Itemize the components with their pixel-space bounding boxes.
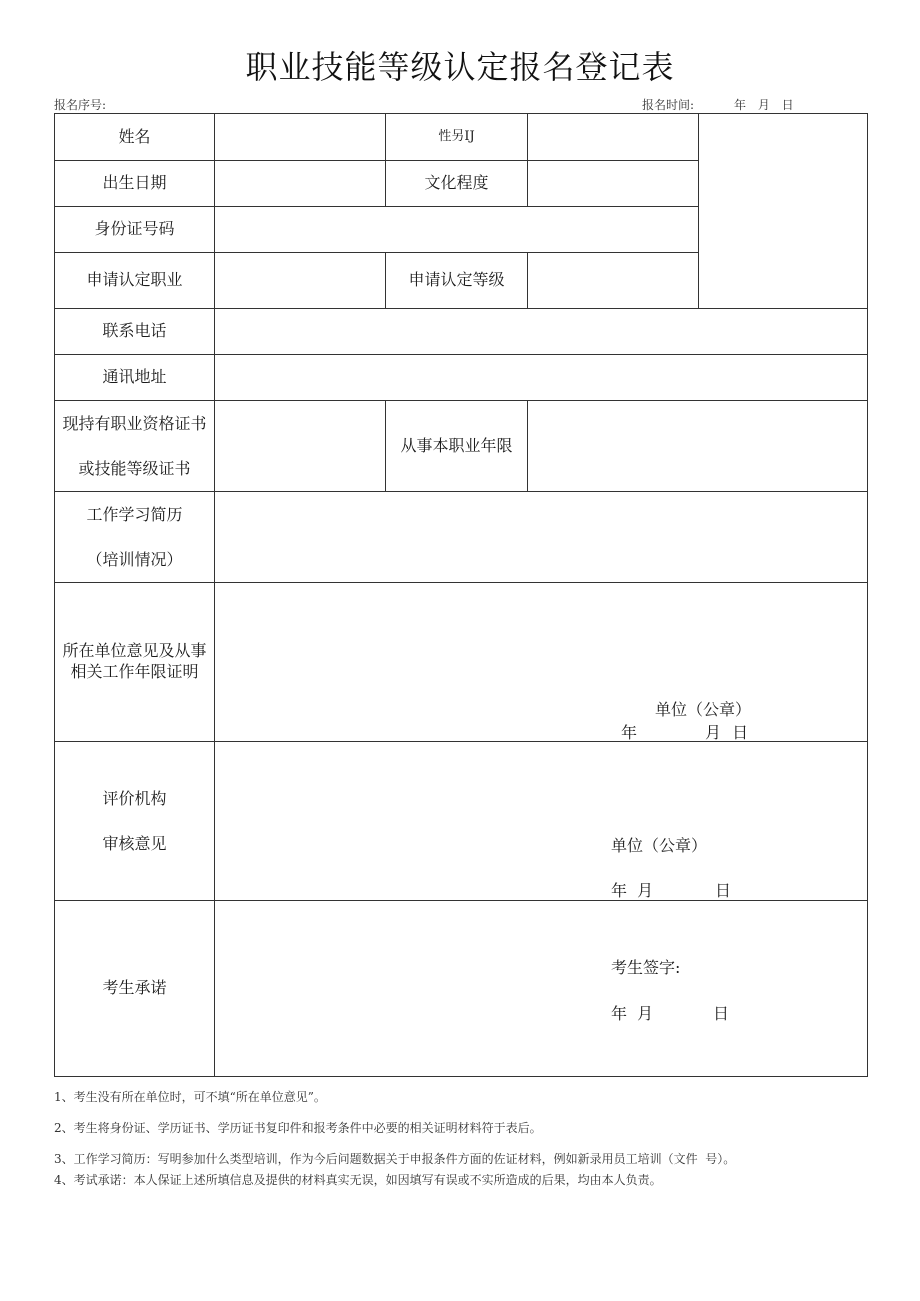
years-field[interactable] — [528, 401, 868, 492]
photo-box — [699, 114, 868, 309]
gender-field[interactable] — [528, 114, 699, 161]
name-label: 姓名 — [55, 114, 215, 161]
unit-opinion-label-line2: 相关工作年限证明 — [70, 662, 199, 681]
occupation-label: 申请认定职业 — [55, 253, 215, 309]
resume-field[interactable] — [215, 492, 868, 583]
level-label: 申请认定等级 — [386, 253, 528, 309]
occupation-field[interactable] — [215, 253, 386, 309]
phone-label: 联系电话 — [55, 309, 215, 355]
evaluation-day-text: 日 — [715, 881, 732, 900]
unit-year-text: 年 — [621, 723, 638, 742]
unit-opinion-label — [55, 583, 215, 742]
certificate-label — [55, 401, 215, 492]
unit-opinion-field[interactable] — [215, 583, 868, 742]
pledge-day-text: 日 — [713, 1004, 730, 1023]
years-label: 从事本职业年限 — [386, 401, 528, 492]
evaluation-label — [55, 742, 215, 901]
phone-field[interactable] — [215, 309, 868, 355]
pledge-field[interactable] — [215, 901, 868, 1077]
resume-label-line1: 工作学习简历 — [86, 505, 183, 524]
registration-time — [642, 96, 794, 113]
resume-label-line2: （培训情况） — [86, 550, 183, 569]
id-number-field[interactable] — [215, 207, 699, 253]
registration-time-label: 报名时间: — [642, 98, 695, 112]
level-field[interactable] — [528, 253, 699, 309]
resume-label — [55, 492, 215, 583]
birth-date-label: 出生日期 — [55, 161, 215, 207]
certificate-field[interactable] — [215, 401, 386, 492]
education-label: 文化程度 — [386, 161, 528, 207]
id-number-label: 身份证号码 — [55, 207, 215, 253]
note-item: 1、考生没有所在单位时，可不填“所在单位意见”。 — [54, 1090, 326, 1104]
serial-number-label: 报名序号: — [54, 98, 107, 112]
registration-form-table — [54, 113, 868, 1077]
address-label: 通讯地址 — [55, 355, 215, 401]
evaluation-label-line2: 审核意见 — [102, 834, 167, 853]
certificate-label-line2: 或技能等级证书 — [78, 459, 191, 478]
unit-seal-text: 单位（公章） — [655, 700, 752, 719]
pledge-year-month-text: 年 月 — [611, 1004, 654, 1023]
note-item: 4、考试承诺：本人保证上述所填信息及提供的材料真实无误，如因填写有误或不实所造成的后果，均由本人负责。 — [54, 1173, 662, 1187]
pledge-label: 考生承诺 — [55, 901, 215, 1077]
unit-opinion-label-line1: 所在单位意见及从事 — [62, 641, 207, 661]
note-item: 3、工作学习简历：写明参加什么类型培训，作为今后问题数据关于申报条件方面的佐证材料，例如新录用员工培训（文件 号）。 — [54, 1152, 736, 1166]
page-title: 职业技能等级认定报名登记表 — [245, 48, 675, 86]
certificate-label-line1: 现持有职业资格证书 — [62, 414, 207, 433]
pledge-signature-text: 考生签字: — [611, 958, 681, 977]
education-field[interactable] — [528, 161, 699, 207]
unit-month-day-text: 月 日 — [705, 723, 749, 742]
evaluation-label-line1: 评价机构 — [102, 789, 167, 808]
evaluation-field[interactable] — [215, 742, 868, 901]
evaluation-year-month-text: 年 月 — [611, 881, 654, 900]
address-field[interactable] — [215, 355, 868, 401]
birth-date-field[interactable] — [215, 161, 386, 207]
note-item: 2、考生将身份证、学历证书、学历证书复印件和报考条件中必要的相关证明材料符于表后。 — [54, 1121, 542, 1135]
evaluation-seal-text: 单位（公章） — [611, 836, 708, 855]
registration-date-placeholder: 年 月 日 — [734, 98, 794, 112]
gender-label: 性另IJ — [386, 114, 528, 161]
name-field[interactable] — [215, 114, 386, 161]
